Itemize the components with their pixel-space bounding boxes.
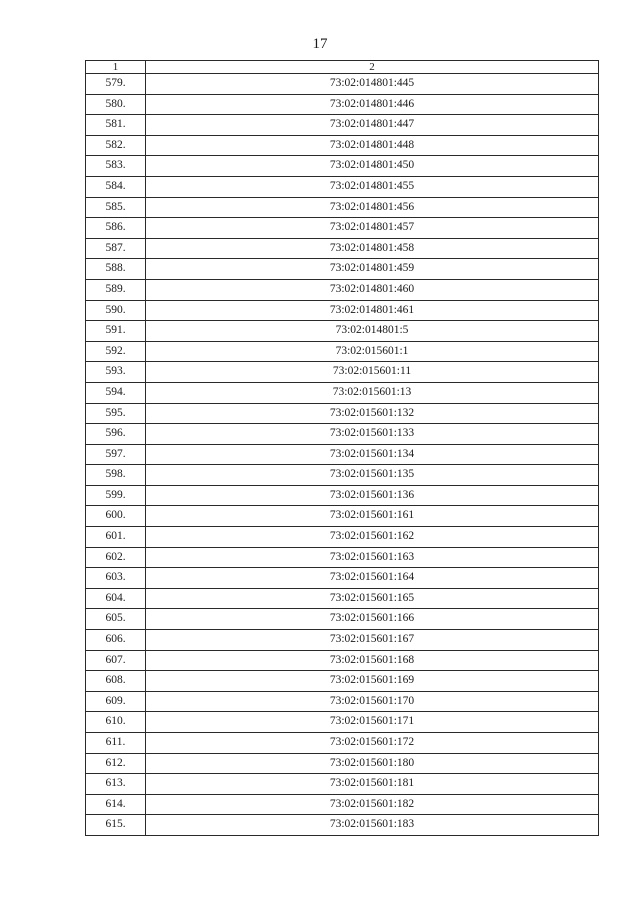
row-index-cell: 607. [86, 650, 146, 671]
table-row [86, 815, 599, 836]
table-row [86, 733, 599, 754]
cadastral-number-cell: 73:02:015601:13 [146, 382, 599, 403]
cadastral-number-cell: 73:02:014801:461 [146, 300, 599, 321]
table-row [86, 691, 599, 712]
row-index-cell: 598. [86, 465, 146, 486]
row-index-cell: 579. [86, 74, 146, 95]
row-index-cell: 600. [86, 506, 146, 527]
cadastral-number-cell: 73:02:014801:445 [146, 74, 599, 95]
cadastral-number-cell: 73:02:015601:181 [146, 774, 599, 795]
row-index-cell: 610. [86, 712, 146, 733]
row-index-cell: 593. [86, 362, 146, 383]
row-index-cell: 580. [86, 94, 146, 115]
row-index-cell: 609. [86, 691, 146, 712]
table-row [86, 547, 599, 568]
table-row [86, 712, 599, 733]
cadastral-number-cell: 73:02:014801:459 [146, 259, 599, 280]
cadastral-number-cell: 73:02:014801:450 [146, 156, 599, 177]
page-number: 17 [312, 36, 328, 52]
cadastral-number-cell: 73:02:015601:172 [146, 733, 599, 754]
header-row [86, 61, 599, 74]
row-index-cell: 592. [86, 341, 146, 362]
cadastral-number-cell: 73:02:015601:11 [146, 362, 599, 383]
table-row [86, 156, 599, 177]
column-header-index: 1 [86, 61, 146, 74]
table-row [86, 238, 599, 259]
cadastral-number-cell: 73:02:014801:448 [146, 135, 599, 156]
table-row [86, 527, 599, 548]
table-row [86, 115, 599, 136]
table-row [86, 176, 599, 197]
row-index-cell: 599. [86, 485, 146, 506]
row-index-cell: 594. [86, 382, 146, 403]
table-row [86, 630, 599, 651]
cadastral-number-cell: 73:02:015601:169 [146, 671, 599, 692]
cadastral-number-cell: 73:02:015601:183 [146, 815, 599, 836]
row-index-cell: 591. [86, 321, 146, 342]
row-index-cell: 590. [86, 300, 146, 321]
cadastral-number-table [85, 60, 599, 836]
table-row [86, 794, 599, 815]
cadastral-number-cell: 73:02:015601:134 [146, 444, 599, 465]
cadastral-number-cell: 73:02:014801:5 [146, 321, 599, 342]
table-row [86, 300, 599, 321]
table-row [86, 568, 599, 589]
table-row [86, 94, 599, 115]
row-index-cell: 605. [86, 609, 146, 630]
row-index-cell: 601. [86, 527, 146, 548]
cadastral-number-cell: 73:02:015601:136 [146, 485, 599, 506]
table-row [86, 321, 599, 342]
cadastral-number-cell: 73:02:015601:167 [146, 630, 599, 651]
row-index-cell: 583. [86, 156, 146, 177]
row-index-cell: 581. [86, 115, 146, 136]
table-row [86, 74, 599, 95]
table-row [86, 671, 599, 692]
cadastral-number-cell: 73:02:014801:458 [146, 238, 599, 259]
row-index-cell: 604. [86, 588, 146, 609]
row-index-cell: 582. [86, 135, 146, 156]
table-row [86, 753, 599, 774]
row-index-cell: 614. [86, 794, 146, 815]
cadastral-number-cell: 73:02:014801:456 [146, 197, 599, 218]
row-index-cell: 587. [86, 238, 146, 259]
table-body [86, 74, 599, 836]
table-row [86, 197, 599, 218]
row-index-cell: 588. [86, 259, 146, 280]
cadastral-number-cell: 73:02:015601:170 [146, 691, 599, 712]
row-index-cell: 602. [86, 547, 146, 568]
table-header [86, 61, 599, 74]
table-row [86, 341, 599, 362]
row-index-cell: 608. [86, 671, 146, 692]
table-row [86, 279, 599, 300]
table-row [86, 218, 599, 239]
table-row [86, 774, 599, 795]
table-row [86, 609, 599, 630]
row-index-cell: 589. [86, 279, 146, 300]
table-row [86, 382, 599, 403]
row-index-cell: 615. [86, 815, 146, 836]
cadastral-number-cell: 73:02:015601:164 [146, 568, 599, 589]
table-row [86, 135, 599, 156]
cadastral-number-cell: 73:02:015601:165 [146, 588, 599, 609]
table-row [86, 259, 599, 280]
cadastral-number-cell: 73:02:015601:132 [146, 403, 599, 424]
table-row [86, 444, 599, 465]
cadastral-number-cell: 73:02:014801:446 [146, 94, 599, 115]
cadastral-number-cell: 73:02:015601:166 [146, 609, 599, 630]
cadastral-number-cell: 73:02:015601:162 [146, 527, 599, 548]
row-index-cell: 613. [86, 774, 146, 795]
cadastral-number-cell: 73:02:014801:455 [146, 176, 599, 197]
cadastral-number-cell: 73:02:015601:171 [146, 712, 599, 733]
cadastral-number-cell: 73:02:014801:447 [146, 115, 599, 136]
cadastral-number-cell: 73:02:015601:180 [146, 753, 599, 774]
row-index-cell: 584. [86, 176, 146, 197]
cadastral-number-cell: 73:02:015601:182 [146, 794, 599, 815]
cadastral-number-cell: 73:02:015601:1 [146, 341, 599, 362]
table-row [86, 403, 599, 424]
cadastral-number-cell: 73:02:014801:460 [146, 279, 599, 300]
cadastral-number-cell: 73:02:015601:161 [146, 506, 599, 527]
row-index-cell: 603. [86, 568, 146, 589]
row-index-cell: 606. [86, 630, 146, 651]
row-index-cell: 597. [86, 444, 146, 465]
table-row [86, 465, 599, 486]
cadastral-number-cell: 73:02:015601:168 [146, 650, 599, 671]
cadastral-number-cell: 73:02:015601:133 [146, 424, 599, 445]
row-index-cell: 585. [86, 197, 146, 218]
column-header-cadastral-number: 2 [146, 61, 599, 74]
table-row [86, 485, 599, 506]
table-row [86, 650, 599, 671]
cadastral-number-cell: 73:02:014801:457 [146, 218, 599, 239]
table-row [86, 424, 599, 445]
row-index-cell: 595. [86, 403, 146, 424]
table-row [86, 588, 599, 609]
cadastral-number-cell: 73:02:015601:135 [146, 465, 599, 486]
table-row [86, 362, 599, 383]
row-index-cell: 612. [86, 753, 146, 774]
cadastral-number-cell: 73:02:015601:163 [146, 547, 599, 568]
table-row [86, 506, 599, 527]
row-index-cell: 611. [86, 733, 146, 754]
row-index-cell: 586. [86, 218, 146, 239]
row-index-cell: 596. [86, 424, 146, 445]
